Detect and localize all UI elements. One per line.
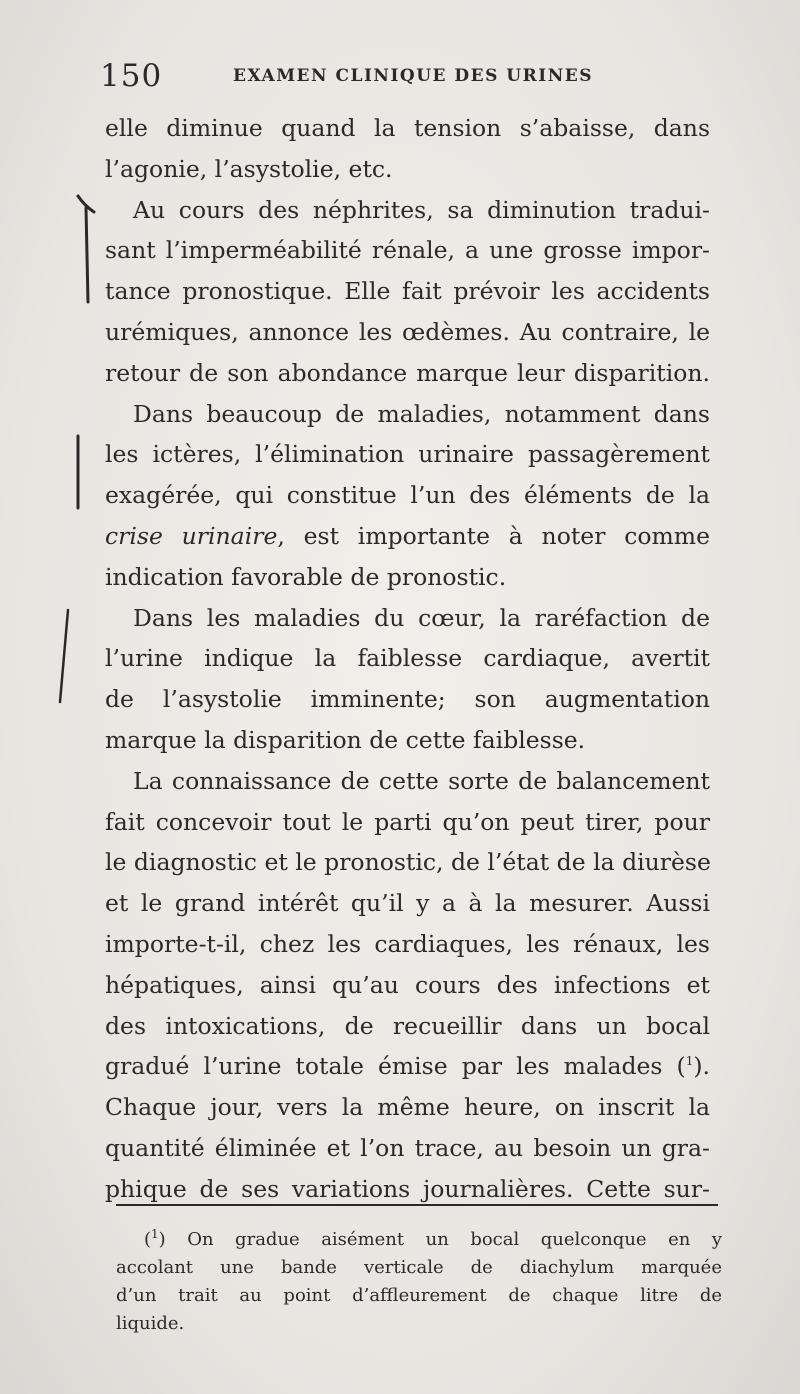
margin-annotation-bracket-1 [72,192,102,307]
page-number: 150 [100,58,163,94]
line-part: ). [693,1052,710,1081]
text-line: elle diminue quand la tension s’abaisse, dans [105,114,710,142]
italic-term: crise urinaire [105,521,278,550]
footnote-line [116,1226,722,1254]
paragraph-start-line: Au cours des néphrites, sa diminution tradui- [133,195,710,224]
footnote-line: d’un trait au point d’affleurement de chaque litre de [116,1285,722,1306]
text-line: importe-t-il, chez les cardiaques, les rénaux, les [105,929,710,958]
text-line: exagérée, qui constitue l’un des éléments de la [105,481,710,510]
text-line: phique de ses variations journalières. Cette sur- [105,1174,710,1203]
text-line: de l’asystolie imminente; son augmentation [105,685,710,714]
paragraph-start-line: Dans les maladies du cœur, la raréfaction de [133,603,710,632]
footnote-line: liquide. [116,1313,185,1334]
footnote-reference: 1 [685,1054,694,1069]
line-part: gradué l’urine totale émise par les malades ( [105,1052,686,1081]
text-line: quantité éliminée et l’on trace, au besoin un gra- [105,1133,710,1162]
text-line: l’urine indique la faiblesse cardiaque, avertit [105,644,710,673]
footnote [116,1226,722,1338]
footnote-text: ) On gradue aisément un bocal quelconque en y [158,1229,722,1250]
footnote-separator [116,1204,718,1206]
text-line: tance pronostique. Elle fait prévoir les accidents [105,277,710,306]
text-line: Chaque jour, vers la même heure, on inscrit la [105,1093,710,1122]
footnote-line: accolant une bande verticale de diachylum marquée [116,1257,722,1278]
paragraph-start-line: Dans beaucoup de maladies, notamment dans [133,399,710,428]
text-line: marque la disparition de cette faiblesse. [105,725,586,754]
running-title: EXAMEN CLINIQUE DES URINES [233,66,593,86]
text-line: urémiques, annonce les œdèmes. Au contraire, le [105,317,710,346]
body-text [105,108,710,1210]
line-rest: , est importante à noter comme [277,521,710,550]
text-line: indication favorable de pronostic. [105,562,507,591]
text-line: hépatiques, ainsi qu’au cours des infections et [105,970,710,999]
page-header [100,58,720,98]
footnote-marker: ( [144,1229,152,1250]
text-line: et le grand intérêt qu’il y a à la mesurer. Aussi [105,889,710,918]
text-line [105,516,710,557]
text-line: retour de son abondance marque leur disparition. [105,358,710,387]
text-line: fait concevoir tout le parti qu’on peut tirer, pour [105,807,710,836]
paragraph-start-line: La connaissance de cette sorte de balancement [133,766,710,795]
text-line: des intoxications, de recueillir dans un bocal [105,1011,710,1040]
text-line: l’agonie, l’asystolie, etc. [105,154,393,183]
text-line: sant l’imperméabilité rénale, a une grosse impor- [105,236,710,265]
text-line: le diagnostic et le pronostic, de l’état de la diurèse [105,848,711,877]
text-line: les ictères, l’élimination urinaire passagèrement [105,440,710,469]
margin-annotation-line-2 [68,432,88,512]
footnote-number: 1 [151,1227,159,1241]
margin-annotation-line-3 [52,606,76,706]
text-line [105,1046,710,1087]
